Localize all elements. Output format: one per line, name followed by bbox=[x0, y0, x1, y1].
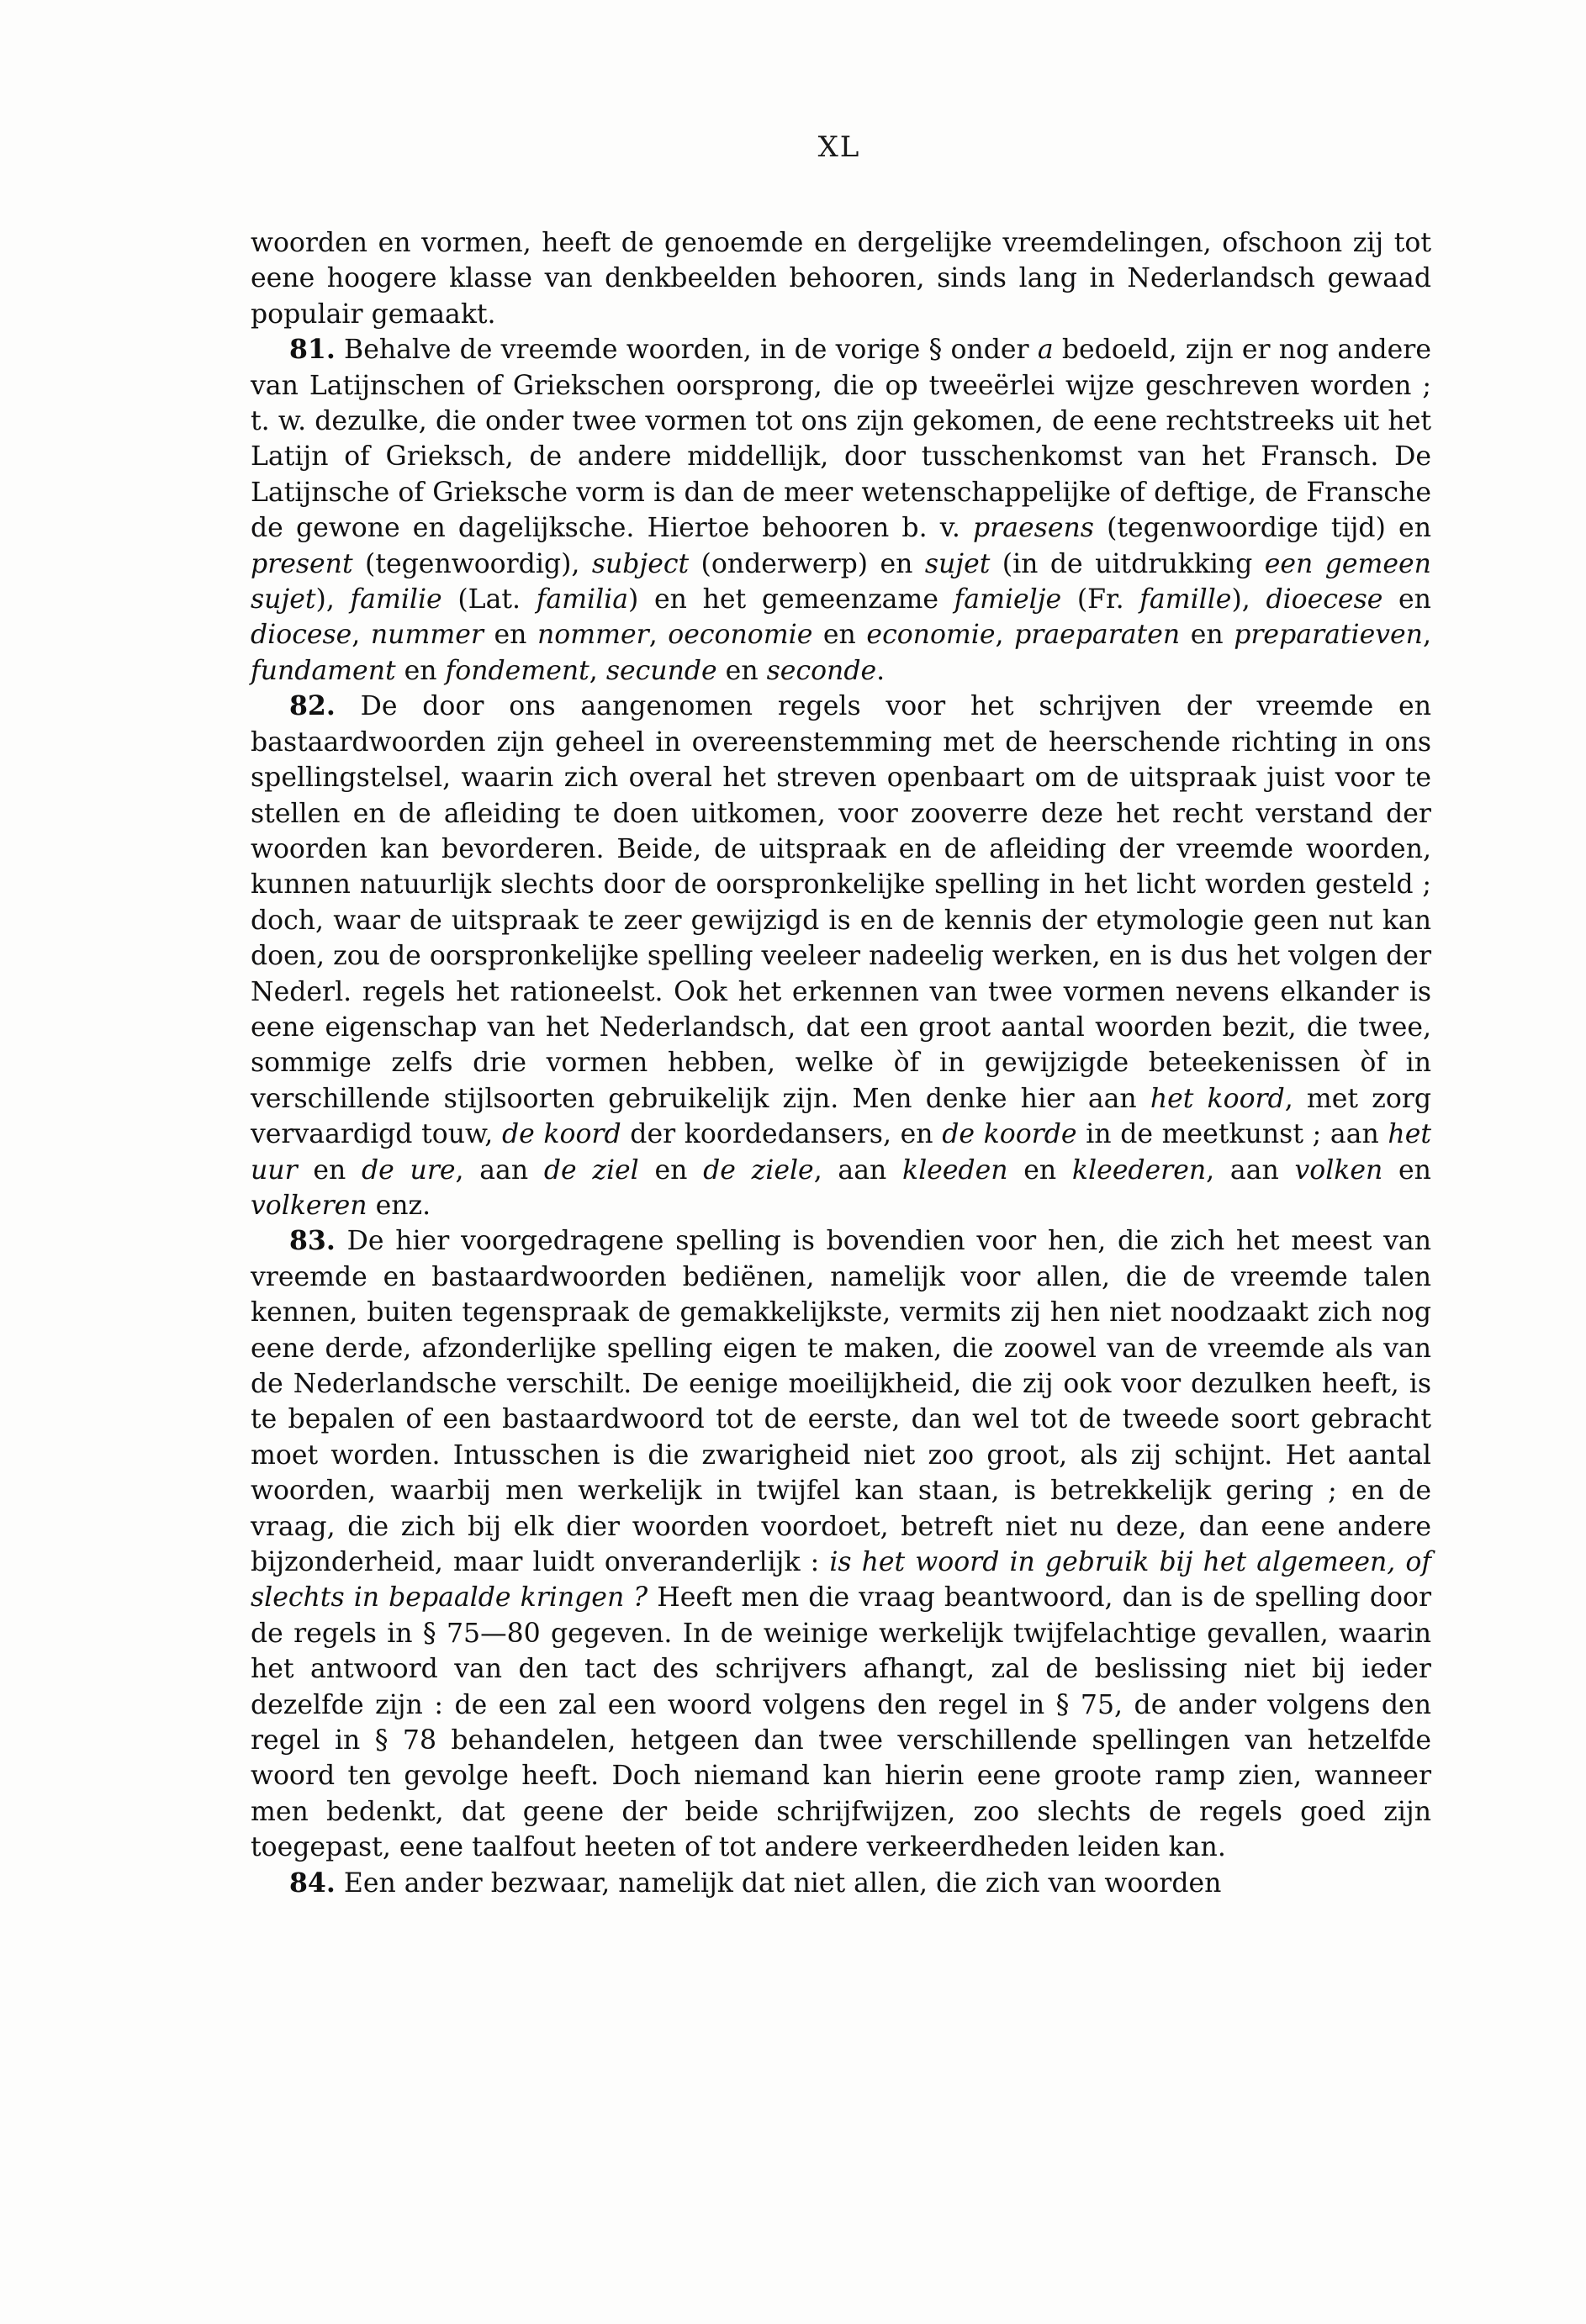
paragraph-81 bbox=[251, 332, 1431, 689]
text-run: enz. bbox=[367, 1190, 431, 1221]
text-run: en bbox=[483, 620, 537, 651]
italic-term: het uur bbox=[251, 1119, 1431, 1186]
italic-term: familia bbox=[536, 584, 629, 615]
text-run: De door ons aangenomen regels voor het schrijven der vreemde en bastaardwoorden zijn geheel in overeenstemming met de heerschende richting in ons spellingstelsel, waarin zich overal het streven openbaart om de uitspraak juist voor te stellen en de afleiding te doen uitkomen, voor zooverre deze het recht verstand der woorden kan bevorderen. Beide, de uitspraak en de afleiding der vreemde woorden, kunnen natuurlijk slechts door de oorspronkelijke spelling in het licht worden gesteld ; doch, waar de uitspraak te zeer gewijzigd is en de kennis der etymologie geen nut kan doen, zou de oorspronkelijke spelling veeleer nadeelig werken, en is dus het volgen der Nederl. regels het rationeelst. Ook het erkennen van twee vormen nevens elkander is eene eigenschap van het Nederlandsch, dat een groot aantal woorden bezit, die twee, sommige zelfs drie vormen hebben, welke òf in gewijzigde beteekenissen òf in verschillende stijlsoorten gebruikelijk zijn. Men denke hier aan bbox=[251, 691, 1431, 1114]
italic-term: de koorde bbox=[942, 1119, 1077, 1150]
text-run: en bbox=[1007, 1154, 1072, 1186]
text-run: bedoeld, zijn er nog andere van Latijnschen of Griekschen oorsprong, die op tweeërlei wijze geschreven worden ; t. w. dezulke, die onder twee vormen tot ons zijn gekomen, de eene rechtstreeks uit het Latijn of Grieksch, de andere middellijk, door tusschenkomst van het Fransch. De Latijnsche of Grieksche vorm is dan de meer wetenschappelijke of deftige, de Fransche de gewone en dagelijksche. Hiertoe behooren b. v. bbox=[251, 335, 1431, 544]
italic-term: familie bbox=[350, 584, 442, 615]
text-run: (Lat. bbox=[441, 584, 537, 615]
italic-term: famille bbox=[1139, 584, 1232, 615]
italic-term: volken bbox=[1294, 1154, 1383, 1186]
section-number: 82. bbox=[289, 690, 336, 722]
italic-term: praeparaten bbox=[1014, 620, 1181, 651]
italic-term: kleederen bbox=[1071, 1154, 1207, 1186]
text-run: en bbox=[716, 655, 767, 686]
text-run: , aan bbox=[813, 1154, 902, 1186]
text-run: , bbox=[589, 655, 606, 686]
text-run: , met zorg vervaardigd touw, bbox=[251, 1083, 1431, 1150]
text-run: , aan bbox=[455, 1154, 544, 1186]
text-run: ) en het gemeenzame bbox=[628, 584, 954, 615]
text-run: De hier voorgedragene spelling is bovendien voor hen, die zich het meest van vreemde en bastaardwoorden bediënen, namelijk voor allen, die de vreemde talen kennen, buiten tegenspraak de gemakkelijkste, vermits zij hen niet noodzaakt zich nog eene derde, afzonderlijke spelling eigen te maken, die zoowel van de vreemde als van de Nederlandsche verschilt. De eenige moeilijkheid, die zij ook voor dezulken heeft, is te bepalen of een bastaardwoord tot de eerste, dan wel tot de tweede soort gebracht moet worden. Intusschen is die zwarigheid niet zoo groot, als zij schijnt. Het aantal woorden, waarbij men werkelijk in twijfel kan staan, is betrekkelijk gering ; en de vraag, die zich bij elk dier woorden voordoet, betreft niet nu deze, dan eene andere bijzonderheid, maar luidt onveranderlijk : bbox=[251, 1226, 1432, 1578]
text-run: , bbox=[1422, 620, 1431, 651]
italic-term: een gemeen sujet bbox=[251, 548, 1431, 615]
italic-term: de ziele bbox=[703, 1154, 814, 1186]
text-run: en bbox=[395, 655, 446, 686]
body-text bbox=[251, 225, 1431, 1901]
text-run: Behalve de vreemde woorden, in de vorige § onder bbox=[344, 335, 1038, 366]
italic-term: kleeden bbox=[901, 1154, 1008, 1186]
italic-term: secunde bbox=[605, 655, 717, 686]
italic-term: sujet bbox=[924, 548, 991, 579]
text-run: woorden en vormen, heeft de genoemde en dergelijke vreemdelingen, ofschoon zij tot eene hoogere klasse van denkbeelden behooren, sinds lang in Nederlandsch gewaad populair gemaakt. bbox=[251, 228, 1431, 330]
italic-term: economie bbox=[866, 620, 996, 651]
text-run: der koordedansers, en bbox=[621, 1119, 943, 1150]
italic-term: preparatieven bbox=[1234, 620, 1423, 651]
text-run: , bbox=[648, 620, 669, 651]
text-run: . bbox=[876, 655, 886, 686]
paragraph-83 bbox=[251, 1223, 1431, 1865]
italic-term: fundament bbox=[251, 655, 396, 686]
text-run: en bbox=[1180, 620, 1234, 651]
italic-term: diocese bbox=[251, 620, 352, 651]
italic-term: de koord bbox=[501, 1119, 621, 1150]
italic-term: famielje bbox=[954, 584, 1062, 615]
italic-term: volkeren bbox=[251, 1190, 367, 1221]
text-run: in de meetkunst ; aan bbox=[1076, 1119, 1388, 1150]
italic-term: a bbox=[1037, 335, 1054, 366]
italic-term: dioecese bbox=[1266, 584, 1383, 615]
text-run: ), bbox=[1231, 584, 1266, 615]
text-run: en bbox=[1382, 1154, 1431, 1186]
text-run: , bbox=[352, 620, 371, 651]
text-run: en bbox=[812, 620, 867, 651]
section-number: 84. bbox=[289, 1867, 336, 1899]
text-run: (onderwerp) en bbox=[689, 548, 925, 579]
italic-term: seconde bbox=[766, 655, 877, 686]
text-run: en bbox=[638, 1154, 704, 1186]
italic-term: de ziel bbox=[543, 1154, 639, 1186]
italic-term: is het woord in gebruik bij het algemeen, of slechts in bepaalde kringen ? bbox=[251, 1547, 1431, 1614]
text-run: en bbox=[1382, 584, 1431, 615]
text-run: (tegenwoordig), bbox=[352, 548, 592, 579]
italic-term: subject bbox=[591, 548, 690, 579]
text-run: , aan bbox=[1206, 1154, 1295, 1186]
section-number: 83. bbox=[289, 1225, 336, 1257]
italic-term: de ure bbox=[362, 1154, 456, 1186]
page-number: XL bbox=[817, 130, 861, 164]
text-run: (tegenwoordige tijd) en bbox=[1093, 513, 1431, 544]
text-run: (in de uitdrukking bbox=[990, 548, 1265, 579]
italic-term: fondement bbox=[445, 655, 589, 686]
text-run: Een ander bezwaar, namelijk dat niet allen, die zich van woorden bbox=[343, 1867, 1222, 1899]
text-run: , bbox=[995, 620, 1015, 651]
paragraph-84 bbox=[251, 1866, 1431, 1901]
italic-term: nummer bbox=[370, 620, 484, 651]
italic-term: het koord bbox=[1150, 1083, 1285, 1114]
italic-term: present bbox=[251, 548, 353, 579]
text-run: en bbox=[297, 1154, 362, 1186]
italic-term: oeconomie bbox=[668, 620, 813, 651]
paragraph-82 bbox=[251, 689, 1431, 1223]
section-number: 81. bbox=[289, 334, 336, 366]
paragraph-80-continuation bbox=[251, 225, 1431, 332]
italic-term: praesens bbox=[973, 513, 1094, 544]
italic-term: nommer bbox=[537, 620, 649, 651]
text-run: Heeft men die vraag beantwoord, dan is de spelling door de regels in § 75—80 gegeven. In de weinige werkelijk twijfelachtige gevallen, waarin het antwoord van den tact des schrijvers afhangt, zal de beslissing niet bij ieder dezelfde zijn : de een zal een woord volgens den regel in § 75, de ander volgens den regel in § 78 behandelen, hetgeen dan twee verschillende spellingen van hetzelfde woord ten gevolge heeft. Doch niemand kan hierin eene groote ramp zien, wanneer men bedenkt, dat geene der beide schrijfwijzen, zoo slechts de regels goed zijn toegepast, eene taalfout heeten of tot andere verkeerdheden leiden kan. bbox=[251, 1582, 1431, 1863]
text-run: ), bbox=[315, 584, 351, 615]
text-run: (Fr. bbox=[1061, 584, 1140, 615]
